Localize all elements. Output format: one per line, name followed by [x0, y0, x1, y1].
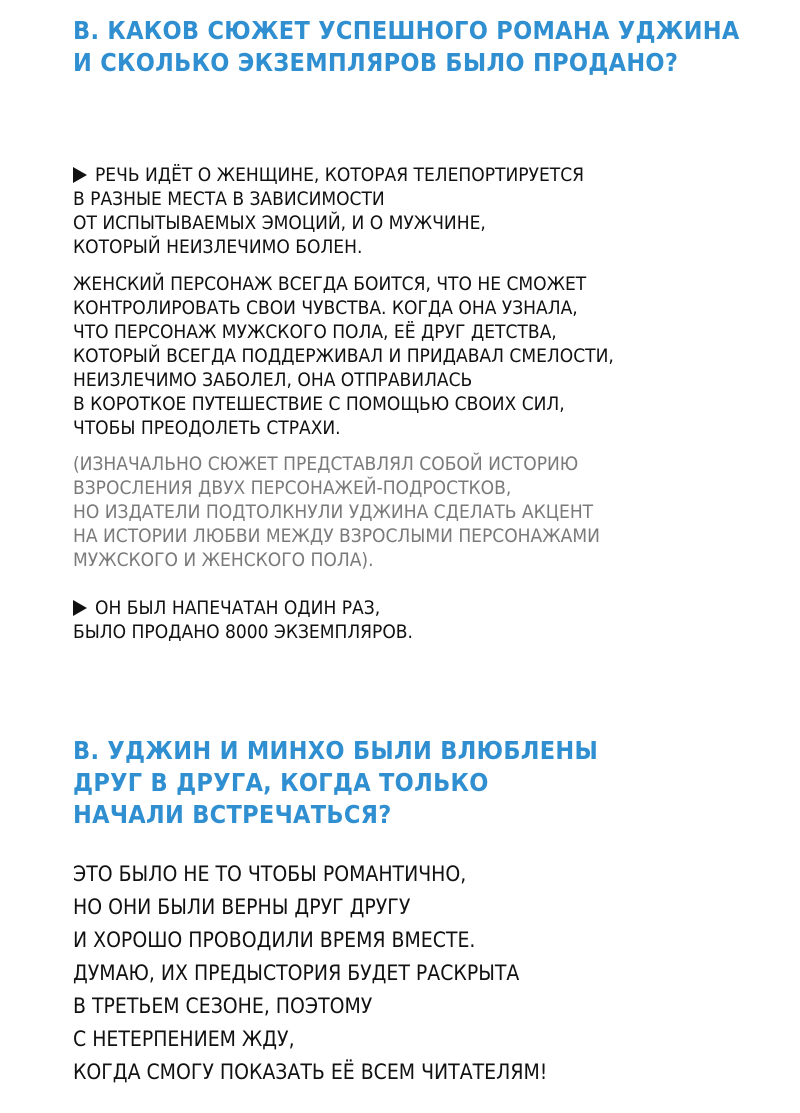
note-line: НА ИСТОРИИ ЛЮБВИ МЕЖДУ ВЗРОСЛЫМИ ПЕРСОНАЖАМИ	[73, 525, 600, 547]
text-line: КОГДА СМОГУ ПОКАЗАТЬ ЕЁ ВСЕМ ЧИТАТЕЛЯМ!	[73, 1060, 548, 1084]
text-line: ОТ ИСПЫТЫВАЕМЫХ ЭМОЦИЙ, И О МУЖЧИНЕ,	[73, 212, 486, 234]
triangle-right-icon	[73, 600, 87, 616]
question-2-heading	[73, 735, 598, 831]
text-line: КОТОРЫЙ НЕИЗЛЕЧИМО БОЛЕН.	[73, 236, 363, 258]
answer-2-paragraph	[73, 858, 547, 1089]
note-line: НО ИЗДАТЕЛИ ПОДТОЛКНУЛИ УДЖИНА СДЕЛАТЬ АКЦЕНТ	[73, 501, 594, 523]
text-line: ЖЕНСКИЙ ПЕРСОНАЖ ВСЕГДА БОИТСЯ, ЧТО НЕ СМОЖЕТ	[73, 273, 587, 295]
heading-line: В. УДЖИН И МИНХО БЫЛИ ВЛЮБЛЕНЫ	[73, 736, 599, 765]
answer-1-bullet-1	[73, 163, 584, 259]
heading-line: ДРУГ В ДРУГА, КОГДА ТОЛЬКО	[73, 768, 489, 797]
text-line: НО ОНИ БЫЛИ ВЕРНЫ ДРУГ ДРУГУ	[73, 895, 411, 919]
text-line: ЧТОБЫ ПРЕОДОЛЕТЬ СТРАХИ.	[73, 417, 341, 439]
bullet-text: РЕЧЬ ИДЁТ О ЖЕНЩИНЕ, КОТОРАЯ ТЕЛЕПОРТИРУЕТСЯ	[95, 164, 585, 186]
text-line: В РАЗНЫЕ МЕСТА В ЗАВИСИМОСТИ	[73, 188, 385, 210]
text-line: КОТОРЫЙ ВСЕГДА ПОДДЕРЖИВАЛ И ПРИДАВАЛ СМЕЛОСТИ,	[73, 345, 614, 367]
answer-1-note	[73, 452, 600, 572]
text-line: НЕИЗЛЕЧИМО ЗАБОЛЕЛ, ОНА ОТПРАВИЛАСЬ	[73, 369, 473, 391]
text-line: БЫЛО ПРОДАНО 8000 ЭКЗЕМПЛЯРОВ.	[73, 621, 413, 643]
text-line	[73, 163, 584, 187]
heading-line: НАЧАЛИ ВСТРЕЧАТЬСЯ?	[73, 800, 392, 829]
text-line	[73, 596, 413, 620]
answer-1-paragraph	[73, 272, 614, 440]
text-line: С НЕТЕРПЕНИЕМ ЖДУ,	[73, 1027, 295, 1051]
heading-line: В. КАКОВ СЮЖЕТ УСПЕШНОГО РОМАНА УДЖИНА	[73, 16, 740, 45]
text-line: ДУМАЮ, ИХ ПРЕДЫСТОРИЯ БУДЕТ РАСКРЫТА	[73, 961, 520, 985]
note-line: (ИЗНАЧАЛЬНО СЮЖЕТ ПРЕДСТАВЛЯЛ СОБОЙ ИСТОРИЮ	[73, 453, 579, 475]
text-line: ЧТО ПЕРСОНАЖ МУЖСКОГО ПОЛА, ЕЁ ДРУГ ДЕТСТВА,	[73, 321, 557, 343]
question-1-heading	[73, 15, 740, 79]
answer-1-bullet-2	[73, 596, 413, 644]
heading-line: И СКОЛЬКО ЭКЗЕМПЛЯРОВ БЫЛО ПРОДАНО?	[73, 48, 679, 77]
text-line: ЭТО БЫЛО НЕ ТО ЧТОБЫ РОМАНТИЧНО,	[73, 862, 467, 886]
note-line: МУЖСКОГО И ЖЕНСКОГО ПОЛА).	[73, 549, 374, 571]
text-line: В ТРЕТЬЕМ СЕЗОНЕ, ПОЭТОМУ	[73, 994, 373, 1018]
bullet-text: ОН БЫЛ НАПЕЧАТАН ОДИН РАЗ,	[95, 597, 381, 619]
text-line: И ХОРОШО ПРОВОДИЛИ ВРЕМЯ ВМЕСТЕ.	[73, 928, 476, 952]
text-line: КОНТРОЛИРОВАТЬ СВОИ ЧУВСТВА. КОГДА ОНА УЗНАЛА,	[73, 297, 578, 319]
text-line: В КОРОТКОЕ ПУТЕШЕСТВИЕ С ПОМОЩЬЮ СВОИХ СИЛ,	[73, 393, 565, 415]
triangle-right-icon	[73, 167, 87, 183]
note-line: ВЗРОСЛЕНИЯ ДВУХ ПЕРСОНАЖЕЙ-ПОДРОСТКОВ,	[73, 477, 512, 499]
